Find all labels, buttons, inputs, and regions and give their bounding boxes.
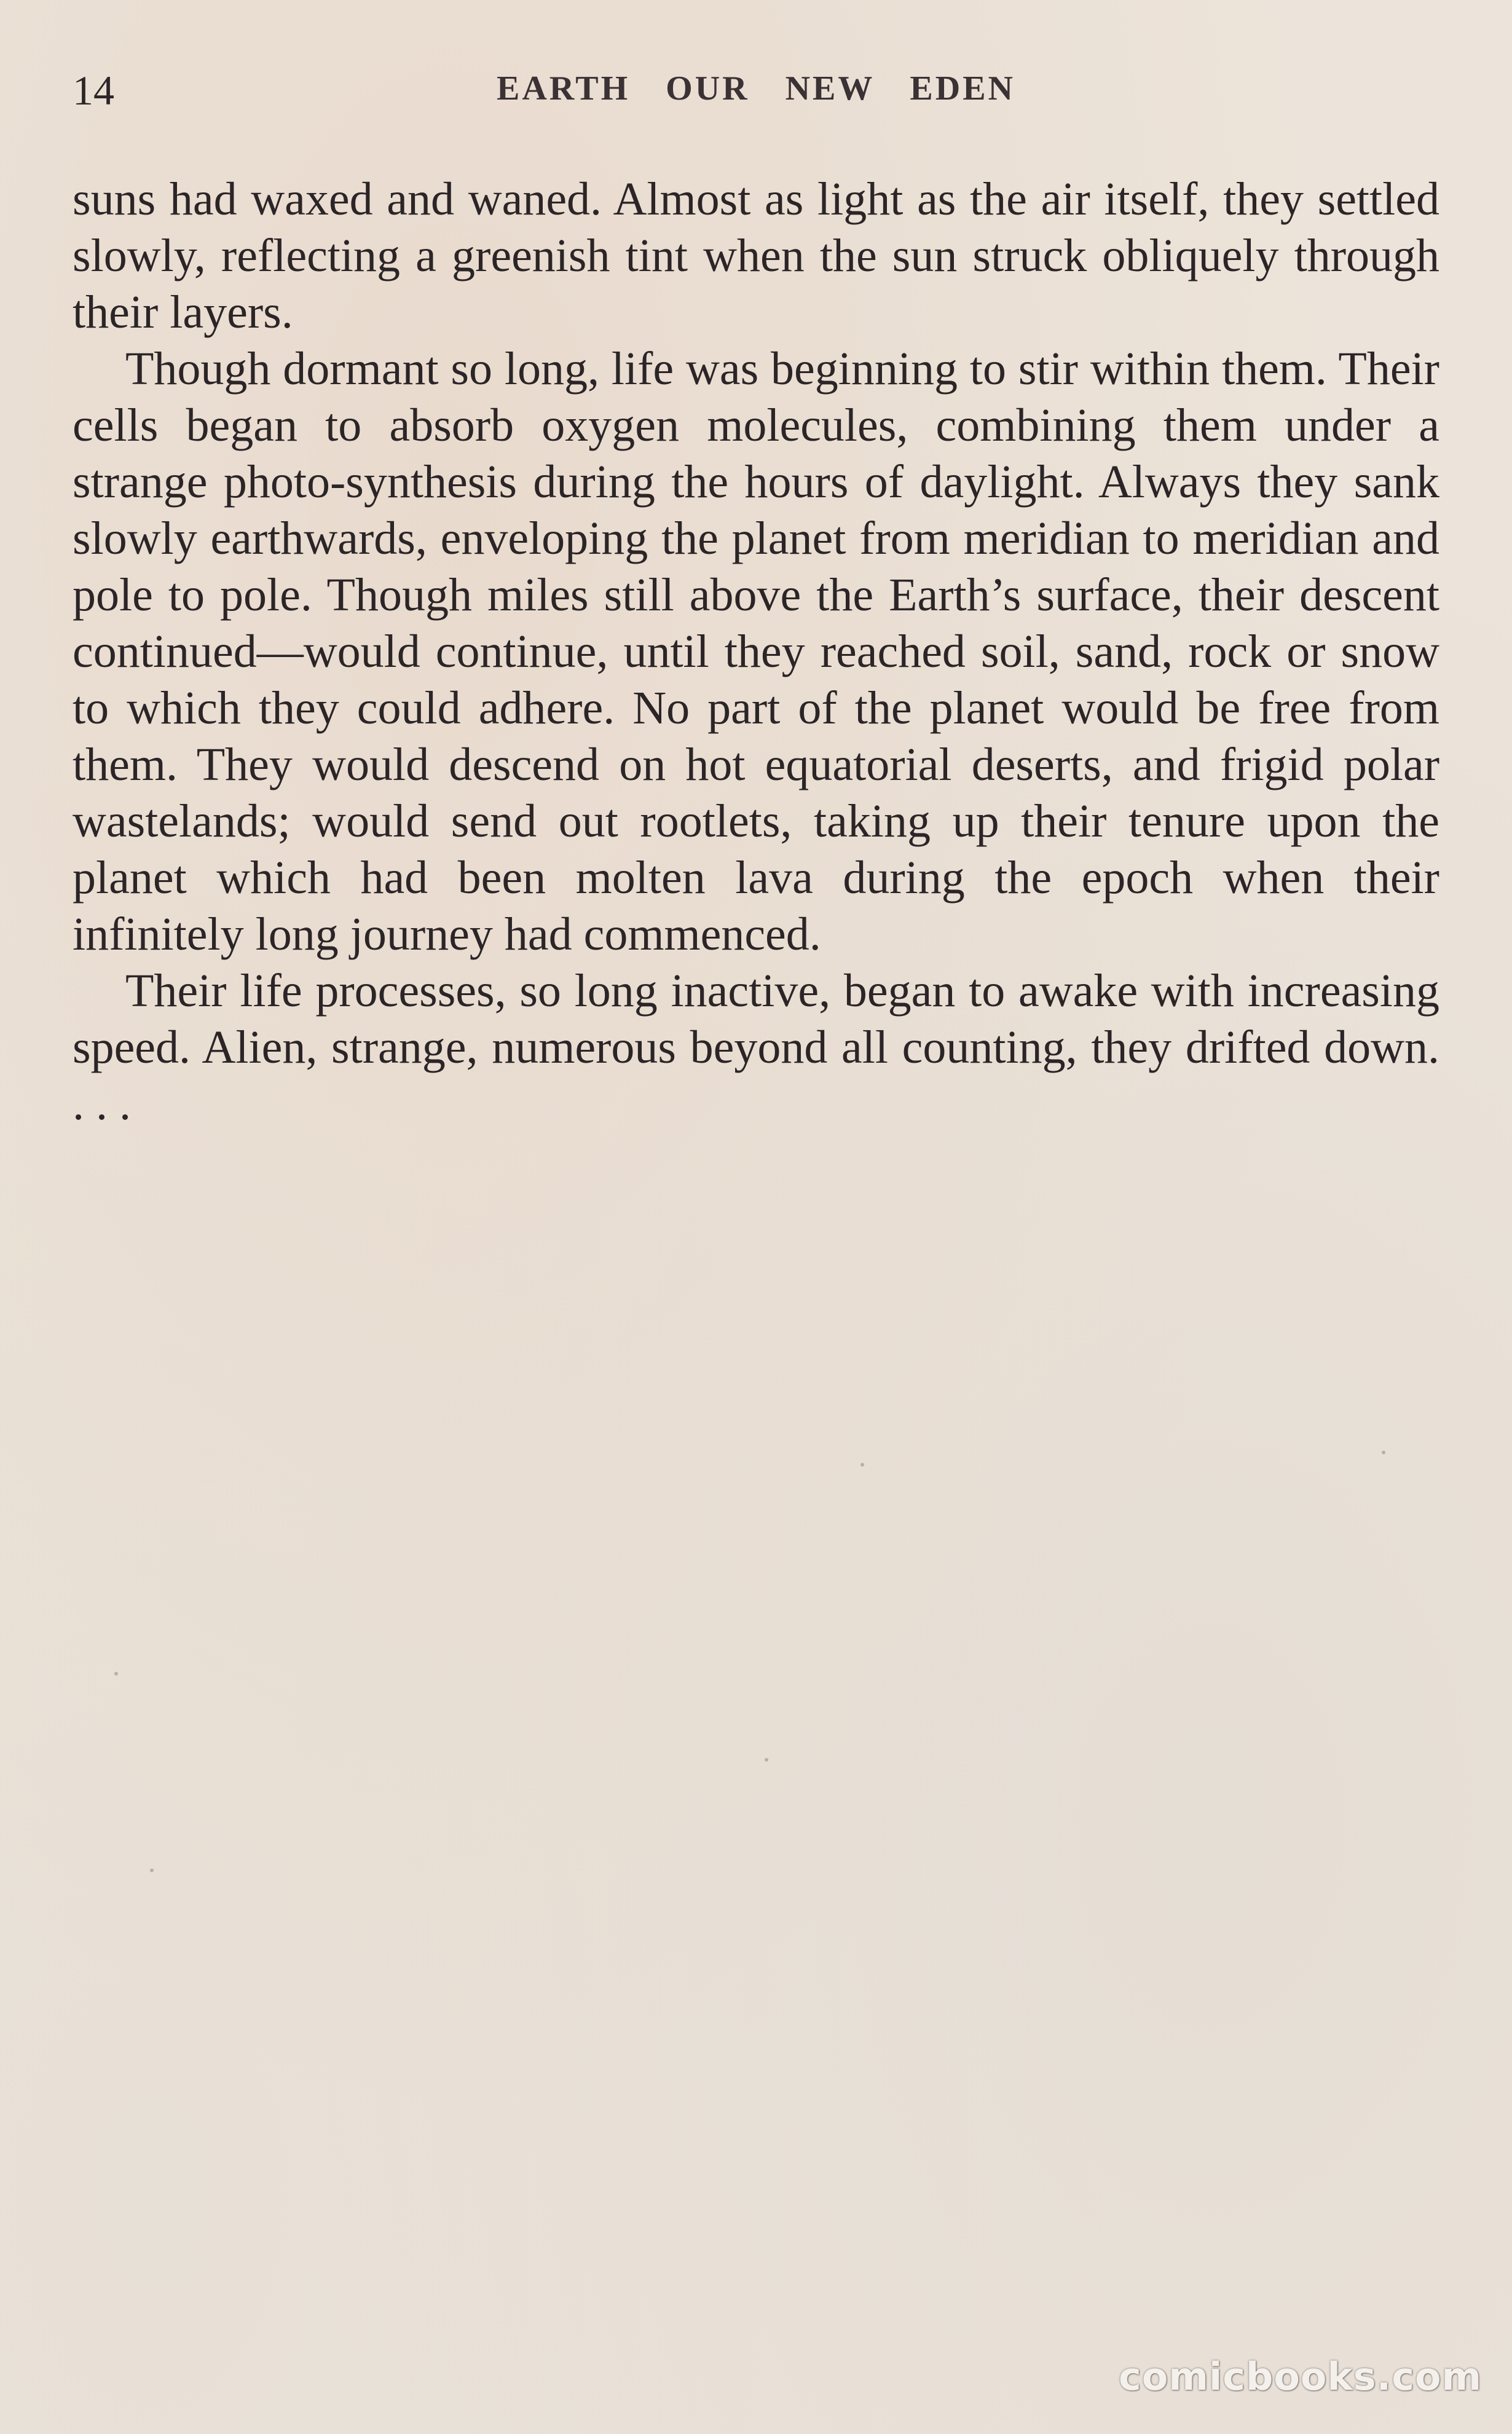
paper-speck bbox=[860, 1463, 864, 1467]
paragraph-1: suns had waxed and waned. Almost as light as the air itself, they settled slowly, reflecting a greenish tint when the sun struck obliquely through their layers. bbox=[73, 173, 1439, 338]
paper-speck bbox=[765, 1758, 768, 1762]
paper-speck bbox=[150, 1869, 154, 1872]
watermark-logo: comicbooks.com bbox=[1119, 2354, 1482, 2399]
running-head bbox=[73, 61, 1439, 117]
paragraph-2: Though dormant so long, life was beginning to stir within them. Their cells began to absorb oxygen molecules, combining them under a strange photo-synthesis during the hours of daylight. Always they sank slowly earthwards, enveloping the planet from meridian to meridian and pole to pole. Though miles still above the Earth’s surface, their descent continued—would continue, until they reached soil, sand, rock or snow to which they could adhere. No part of the planet would be free from them. They would descend on hot equatorial deserts, and frigid polar wastelands; would send out rootlets, taking up their tenure upon the planet which had been molten lava during the epoch when their infinitely long journey had commenced. bbox=[73, 343, 1439, 960]
page-number: 14 bbox=[73, 67, 114, 114]
paper-speck bbox=[1382, 1451, 1385, 1454]
body-text bbox=[73, 171, 1439, 1132]
paper-speck bbox=[114, 1672, 118, 1676]
running-title: EARTH OUR NEW EDEN bbox=[497, 69, 1015, 108]
paragraph-3: Their life processes, so long inactive, began to awake with increasing speed. Alien, strange, numerous beyond all counting, they drifted down. . . . bbox=[73, 965, 1439, 1130]
